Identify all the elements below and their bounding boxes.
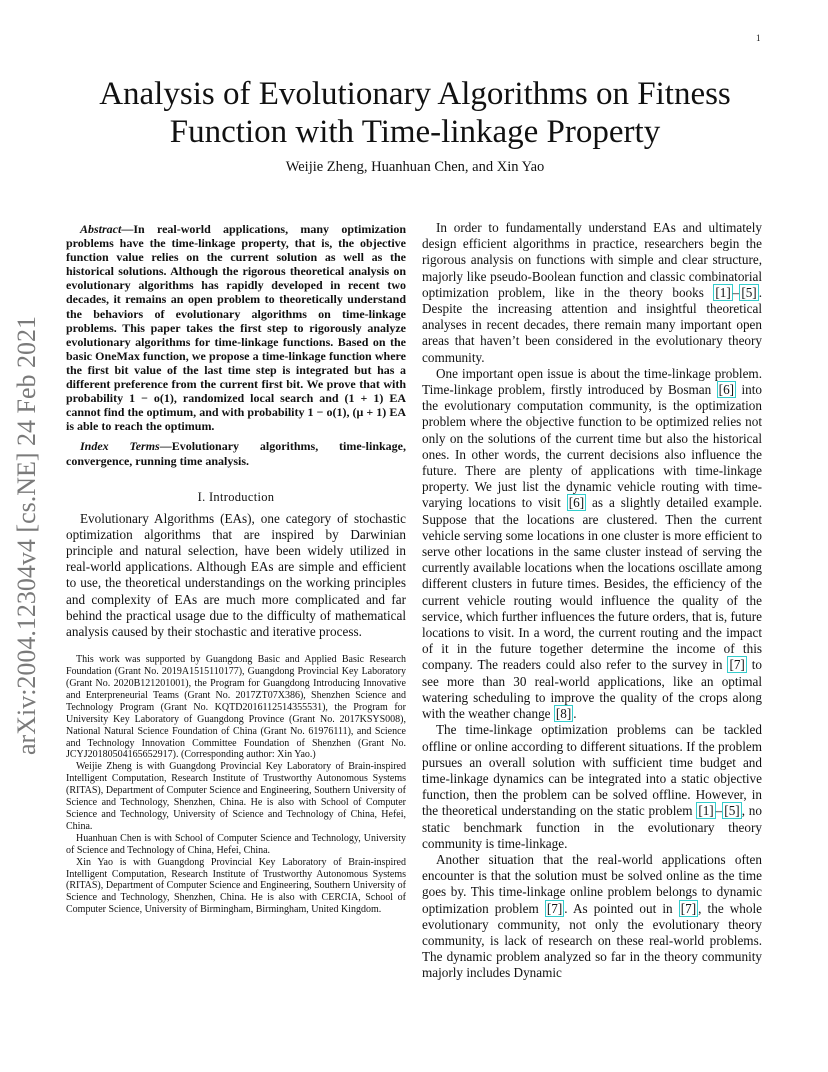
text-run: , the whole evolutionary community, not only the evolutionary theory community, is lack of research on these real-world problems. The dynamic problem analyzed so far in the theory community majorly includes Dynamic: [422, 900, 763, 981]
author-list: Weijie Zheng, Huanhuan Chen, and Xin Yao: [285, 159, 545, 175]
text-run: . Despite the increasing attention and insightful theoretical analyses in recent decades, there remain many important open areas that haven’t been considered in the evolutionary theory community.: [422, 284, 762, 365]
citation-link[interactable]: [5]: [741, 284, 757, 300]
text-run: , no static benchmark function in the evolutionary theory community is time-linkage.: [422, 803, 762, 851]
intro-paragraph-4: [422, 722, 762, 852]
index-terms-text: —Evolutionary algorithms, time-linkage, convergence, running time analysis.: [66, 439, 406, 468]
text-run: –: [732, 284, 740, 300]
footnotes: [66, 654, 406, 916]
footnote-funding: This work was supported by Guangdong Basic and Applied Basic Research Foundation (Grant No. 2019A1515110177), Guangdong Provincial Key Laboratory (Grant No. 2020B121201001), the Program for Guangdong Introducing Innovative and Enterpreneurial Teams (Grant No. 2017ZT07X386), Shenzhen Science and Technology Program (Grant No. KQTD2016112514355531), the Program for University Key Laboratory of Guangdong Province (Grant No. 2017KSYS008), National Natural Science Foundation of China (Grant No. 61976111), and Science and Technology Innovation Committee Foundation of Shenzhen (Grant No. JCYJ20180504165652917). (Corresponding author: Xin Yao.): [66, 654, 406, 761]
footnote-author-yao: Xin Yao is with Guangdong Provincial Key Laboratory of Brain-inspired Intelligent Computation, Research Institute of Trustworthy Autonomous Systems (RITAS), Department of Computer Science and Engineering, Southern University of Science and Technology, Shenzhen, China. He is also with CERCIA, School of Computer Science, University of Birmingham, Birmingham, United Kingdom.: [66, 856, 406, 916]
left-column: [66, 222, 406, 916]
citation-link[interactable]: [1]: [698, 803, 714, 819]
section-heading-introduction: I. Introduction: [197, 489, 275, 504]
citation-link[interactable]: [7]: [546, 900, 563, 916]
paper-title: [70, 75, 760, 151]
text-run: into the evolutionary computation community, is the optimization problem where the objective function to be optimized relies not only on the solutions of the current time but also the historical ones. In other words, the current decisions also influence the future. There are plenty of applications with time-linkage property. We just list the dynamic vehicle routing with time-varying locations to visit: [422, 382, 762, 511]
citation-link[interactable]: [1]: [715, 284, 731, 300]
citation-link[interactable]: [6]: [718, 382, 735, 398]
page-number: 1: [756, 33, 761, 43]
footnote-author-chen: Huanhuan Chen is with School of Computer Science and Technology, University of Science and Technology of China, Hefei, China.: [66, 832, 406, 856]
citation-link[interactable]: [7]: [729, 657, 745, 673]
footnote-author-zheng: Weijie Zheng is with Guangdong Provincial Key Laboratory of Brain-inspired Intelligent Computation, Research Institute of Trustworthy Autonomous Systems (RITAS), Department of Computer Science and Engineering, Southern University of Science and Technology, Shenzhen, China. He is also with School of Computer Science and Technology, University of Science and Technology of China, Hefei, China.: [66, 761, 406, 832]
abstract-text: —In real-world applications, many optimization problems have the time-linkage property, that is, the objective function value relies on the current solution as well as the historical solutions. Although the rigorous theoretical analysis on evolutionary algorithms has rapidly developed in recent two decades, it remains an open problem to theoretically understand the behaviors of evolutionary algorithms on time-linkage problems. This paper takes the first step to rigorously analyze evolutionary algorithms for time-linkage functions. Based on the basic OneMax function, we propose a time-linkage function where the first bit value of the last time step is integrated but has a different preference from the current first bit. We prove that with probability 1 − o(1), randomized local search and (1 + 1) EA cannot find the optimum, and with probability 1 − o(1), (μ + 1) EA is able to reach the optimum.: [66, 222, 406, 434]
citation-link[interactable]: [7]: [680, 900, 697, 916]
intro-paragraph-3: [422, 366, 762, 722]
index-terms: [66, 439, 406, 467]
title-line-1: Analysis of Evolutionary Algorithms on Fitness: [99, 76, 731, 112]
text-run: In order to fundamentally understand EAs and ultimately design efficient algorithms in practice, researchers begin the rigorous analysis on functions with simple and clear structure, majorly like pseudo-Boolean function and classic combinatorial optimization problem, like in the theory books: [422, 220, 762, 300]
citation-link[interactable]: [6]: [568, 495, 585, 511]
text-run: –: [715, 803, 723, 819]
title-line-2: Function with Time-linkage Property: [169, 114, 661, 150]
citation-link[interactable]: [8]: [555, 706, 572, 722]
abstract: [66, 222, 406, 433]
intro-paragraph-2: [422, 220, 762, 366]
abstract-label: Abstract: [80, 222, 122, 236]
index-terms-label: Index Terms: [80, 439, 160, 454]
text-run: as a slightly detailed example. Suppose that the locations are clustered. Then the current vehicle serving some locations in one cluster is more efficient to serve other locations in the same cluster instead of serving the currently available locations when the locations oscillate among different clusters in future times. Besides, the efficiency of the current vehicle routing would influence the quality of the service, which further influences the future orders, that is, future locations to visit. In a word, the current routing and the impact of it in the future together determine the income of this company. The readers could also refer to the survey in: [422, 495, 762, 673]
arxiv-identifier-stamp[interactable]: arXiv:2004.12304v4 [cs.NE] 24 Feb 2021: [12, 315, 41, 755]
text-run: The time-linkage optimization problems can be tackled offline or online according to different situations. If the problem pursues an overall solution with sufficient time budget and time-linkage dynamics can be integrated into a static objective function, then the problem can be solved offline. However, in the theoretical understanding on the static problem: [422, 722, 762, 819]
text-run: Another situation that the real-world applications often encounter is that the solution must be solved online as the time goes by. This time-linkage online problem belongs to dynamic optimization problem: [422, 851, 762, 916]
right-column: [422, 220, 762, 982]
text-run: . As pointed out in: [564, 900, 679, 916]
text-run: One important open issue is about the time-linkage problem. Time-linkage problem, firstly introduced by Bosman: [422, 365, 762, 398]
citation-link[interactable]: [5]: [724, 803, 740, 819]
intro-paragraph-1: Evolutionary Algorithms (EAs), one category of stochastic optimization algorithms that are inspired by Darwinian principle and natural selection, have been widely utilized in real-world applications. Although EAs are simple and efficient to use, the theoretical understandings on the working principles and complexity of EAs are much more complicated and far behind the practical usage due to the difficulty of mathematical analysis caused by their stochastic and iterative process.: [66, 510, 406, 640]
text-run: to see more than 30 real-world applications, like an optimal watering scheduling to improve the quality of the crops along with the weather change: [422, 657, 762, 722]
text-run: .: [573, 706, 577, 722]
intro-paragraph-5: [422, 852, 762, 982]
